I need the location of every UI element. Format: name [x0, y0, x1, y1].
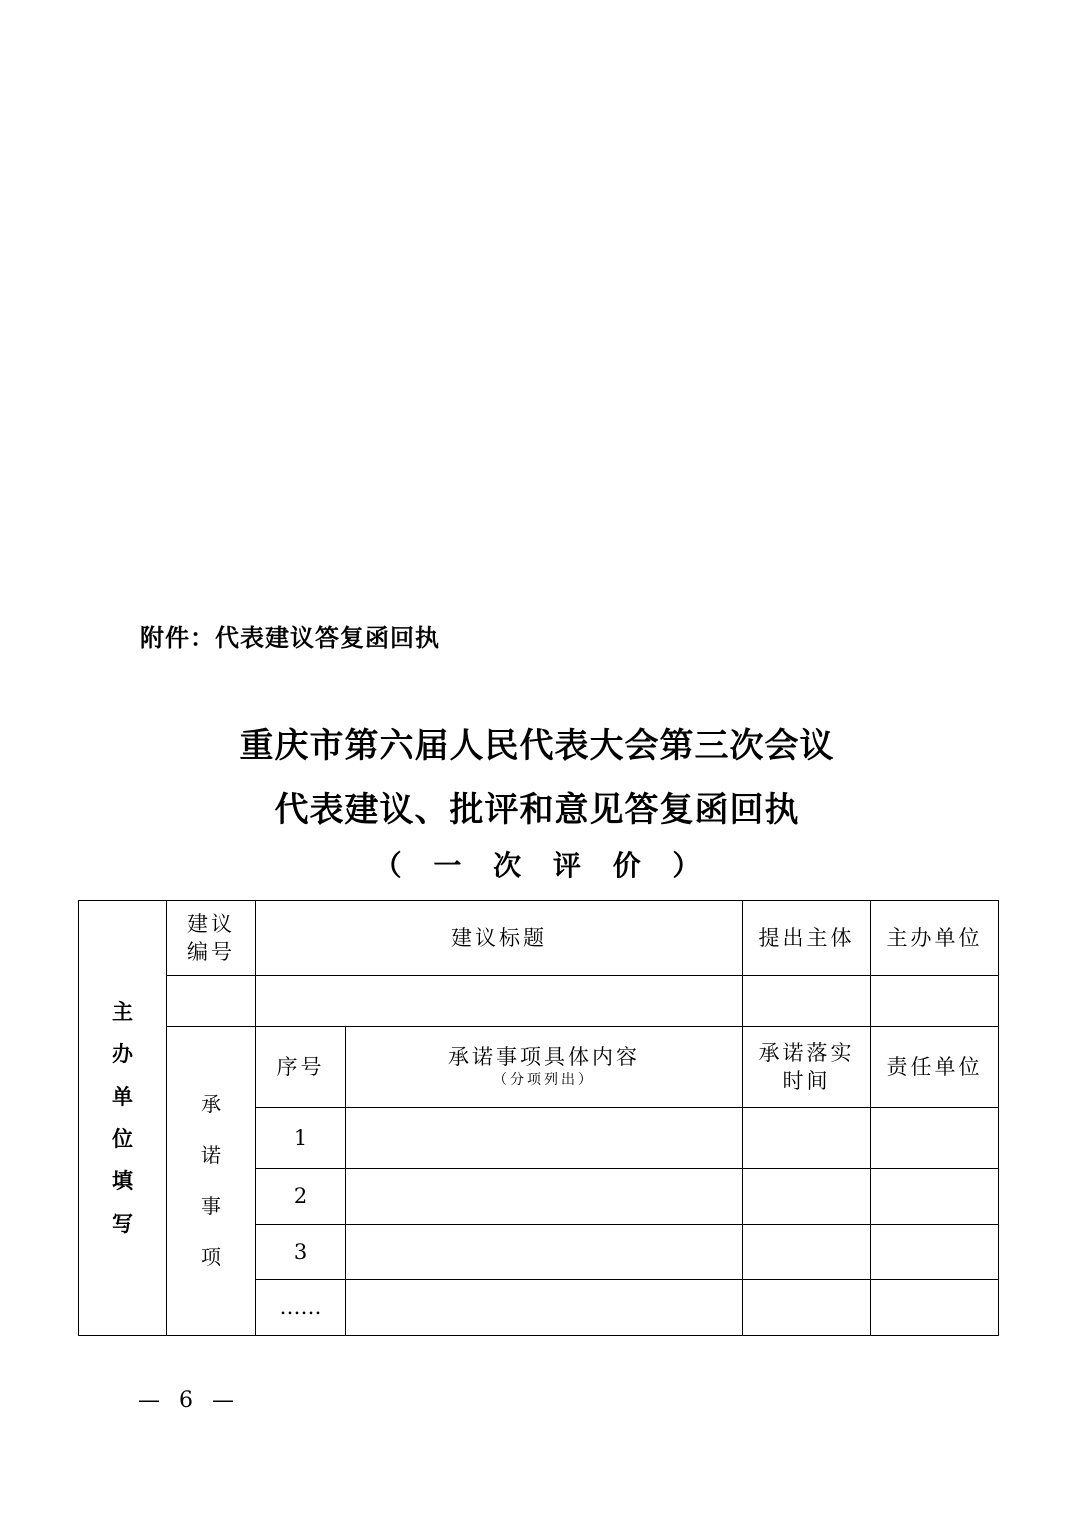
header-row — [79, 901, 999, 976]
attachment-label: 附件：代表建议答复函回执 — [140, 624, 440, 652]
commitment-header-row — [79, 1027, 999, 1108]
page-number: — 6 — — [138, 1388, 240, 1413]
commitment-content-field[interactable] — [346, 1225, 743, 1280]
host-unit-field[interactable] — [871, 976, 999, 1027]
proposer-field[interactable] — [743, 976, 871, 1027]
suggestion-title-field[interactable] — [256, 976, 743, 1027]
responsible-unit-field[interactable] — [871, 1108, 999, 1169]
row-sequence: 2 — [256, 1169, 346, 1225]
commitment-content-field[interactable] — [346, 1108, 743, 1169]
suggestion-input-row — [79, 976, 999, 1027]
responsible-unit-field[interactable] — [871, 1225, 999, 1280]
row-sequence: 1 — [256, 1108, 346, 1169]
implementation-time-field[interactable] — [743, 1225, 871, 1280]
implementation-time-field[interactable] — [743, 1280, 871, 1336]
header-proposer: 提出主体 — [743, 901, 871, 976]
header-host-unit: 主办单位 — [871, 901, 999, 976]
document-title-line2: 代表建议、批评和意见答复函回执 — [274, 790, 800, 830]
header-suggestion-number: 建议 编号 — [167, 901, 256, 976]
header-sequence: 序号 — [256, 1027, 346, 1108]
header-responsible-unit: 责任单位 — [871, 1027, 999, 1108]
header-suggestion-title: 建议标题 — [256, 901, 743, 976]
responsible-unit-field[interactable] — [871, 1169, 999, 1225]
commitment-content-field[interactable] — [346, 1280, 743, 1336]
commitment-content-field[interactable] — [346, 1169, 743, 1225]
side-label-host-unit: 主 办 单 位 填 写 — [79, 901, 167, 1336]
document-subtitle: （ 一 次 评 价 ） — [373, 849, 701, 882]
responsible-unit-field[interactable] — [871, 1280, 999, 1336]
header-commitment-content: 承诺事项具体内容 （分项列出） — [346, 1027, 743, 1108]
document-title-line1: 重庆市第六届人民代表大会第三次会议 — [239, 726, 835, 766]
receipt-form-table — [78, 900, 999, 1336]
implementation-time-field[interactable] — [743, 1169, 871, 1225]
implementation-time-field[interactable] — [743, 1108, 871, 1169]
row-sequence: …… — [256, 1280, 346, 1336]
row-sequence: 3 — [256, 1225, 346, 1280]
header-implementation-time: 承诺落实 时间 — [743, 1027, 871, 1108]
side-label-commitments: 承 诺 事 项 — [167, 1027, 256, 1336]
suggestion-number-field[interactable] — [167, 976, 256, 1027]
